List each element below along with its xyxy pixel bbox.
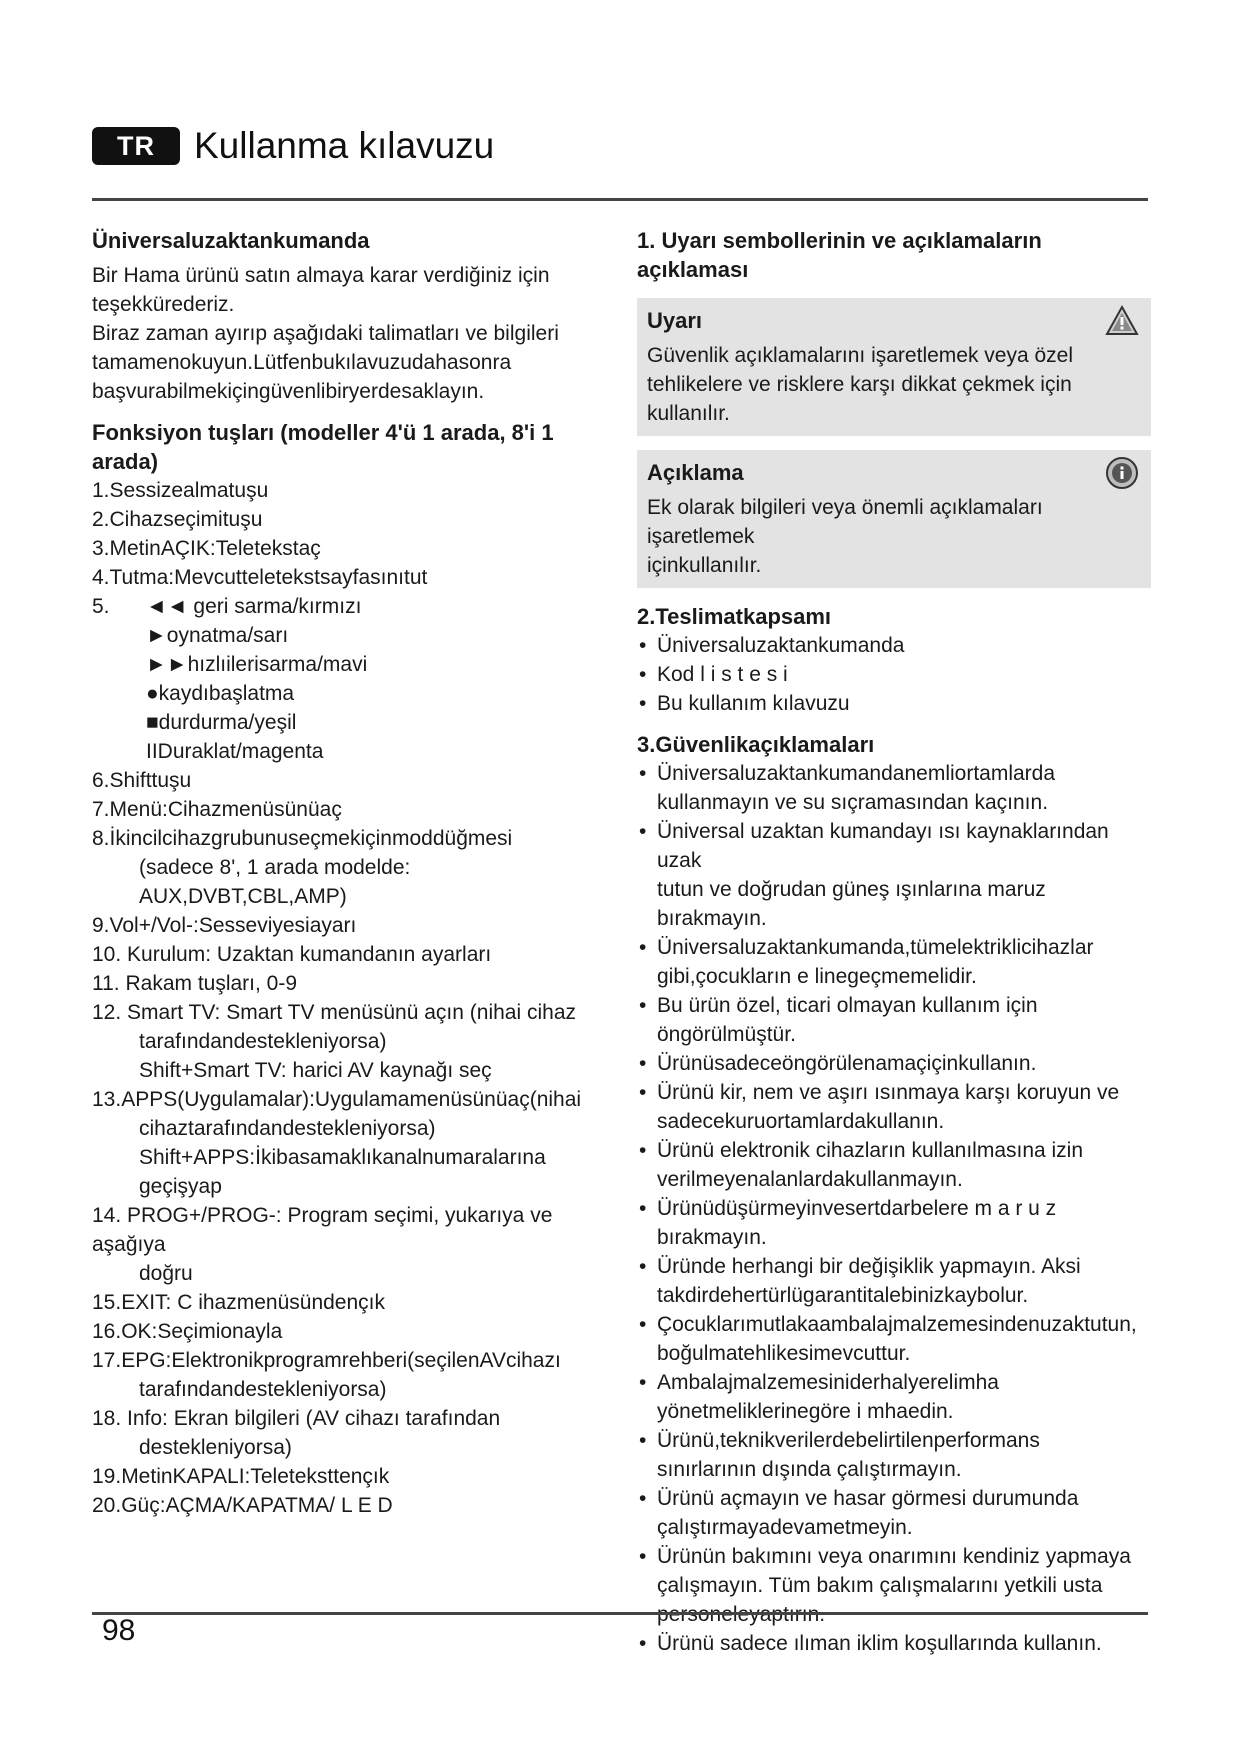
warning-line: Güvenlik açıklamalarını işaretlemek veya özel bbox=[647, 344, 1074, 367]
bottom-divider bbox=[92, 1612, 1148, 1615]
safety-item-line: tutun ve doğrudan güneş ışınlarına maruz bırakmayın. bbox=[657, 878, 1046, 930]
list-item-continuation: Shift+Smart TV: harici AV kaynağı seç bbox=[139, 1059, 492, 1082]
top-divider bbox=[92, 198, 1148, 201]
safety-notes-list bbox=[637, 759, 1151, 1658]
safety-item-line: verilmeyenalanlardakullanmayın. bbox=[657, 1168, 963, 1191]
section-2-heading: 2.Teslimatkapsamı bbox=[637, 604, 832, 629]
intro-heading: Üniversaluzaktankumanda bbox=[92, 228, 370, 253]
list-item-text: 13.APPS(Uygulamalar):Uygulamamenüsünüaç(nihai bbox=[92, 1088, 582, 1111]
list-item-continuation: tarafındandestekleniyorsa) bbox=[139, 1378, 387, 1401]
list-item: • Kod l i s t e s i bbox=[637, 660, 1151, 689]
page-number: 98 bbox=[102, 1614, 136, 1647]
safety-item-line: • Ambalajmalzemesiniderhalyerelimha bbox=[657, 1371, 999, 1394]
language-badge: TR bbox=[92, 127, 180, 165]
list-item-text: 11. Rakam tuşları, 0-9 bbox=[92, 972, 298, 995]
safety-item bbox=[637, 991, 1151, 1049]
safety-item-line: • Üniversaluzaktankumanda,tümelektriklicihazlar bbox=[657, 936, 1094, 959]
safety-item bbox=[637, 1368, 1151, 1426]
intro-line: Biraz zaman ayırıp aşağıdaki talimatları ve bilgileri bbox=[92, 322, 559, 345]
list-item-text: 12. Smart TV: Smart TV menüsünü açın (nihai cihaz bbox=[92, 1001, 576, 1024]
list-item bbox=[92, 824, 607, 911]
list-item-text: 7.Menü:Cihazmenüsünüaç bbox=[92, 798, 342, 821]
safety-item-line: • Ürünüsadeceöngörülenamaçiçinkullanın. bbox=[657, 1052, 1037, 1075]
safety-item-line: • Üründe herhangi bir değişiklik yapmayın. Aksi bbox=[657, 1255, 1081, 1278]
safety-item bbox=[637, 1542, 1151, 1629]
safety-item bbox=[637, 1049, 1151, 1078]
item5-line: IIDuraklat/magenta bbox=[146, 740, 324, 763]
list-item-continuation: cihaztarafındandestekleniyorsa) bbox=[139, 1117, 436, 1140]
list-item bbox=[92, 1317, 607, 1346]
list-item bbox=[92, 940, 607, 969]
safety-item-line: bırakmayın. bbox=[657, 1226, 767, 1249]
section-1-heading: 1. Uyarı sembollerinin ve açıklamaların açıklaması bbox=[637, 228, 1042, 282]
safety-item bbox=[637, 1136, 1151, 1194]
safety-item-line: boğulmatehlikesimevcuttur. bbox=[657, 1342, 911, 1365]
list-item-continuation: doğru bbox=[139, 1262, 193, 1285]
intro-text bbox=[92, 261, 607, 406]
function-keys-heading-line: Fonksiyon tuşları (modeller 4'ü 1 arada, 8'i 1 bbox=[92, 420, 554, 445]
safety-item-line: • Ürünü sadece ılıman iklim koşullarında kullanın. bbox=[657, 1632, 1102, 1655]
safety-item-line: • Çocuklarımutlakaambalajmalzemesindenuzaktutun, bbox=[657, 1313, 1137, 1336]
item5-line: ◄◄ geri sarma/kırmızı bbox=[146, 595, 362, 618]
list-item-text: 9.Vol+/Vol-:Sesseviyesiayarı bbox=[92, 914, 357, 937]
list-item bbox=[92, 969, 607, 998]
info-icon bbox=[1105, 456, 1139, 490]
intro-line: teşekkürederiz. bbox=[92, 293, 235, 316]
safety-item-line: • Ürünü açmayın ve hasar görmesi durumunda bbox=[657, 1487, 1079, 1510]
safety-item-line: • Üniversal uzaktan kumandayı ısı kaynaklarından uzak bbox=[657, 820, 1109, 872]
list-item-text: 10. Kurulum: Uzaktan kumandanın ayarları bbox=[92, 943, 492, 966]
list-item bbox=[92, 911, 607, 940]
list-item-continuation: Shift+APPS:İkibasamaklıkanalnumaralarına bbox=[139, 1146, 546, 1169]
safety-item bbox=[637, 1629, 1151, 1658]
safety-item-line: takdirdehertürlügarantitalebinizkaybolur. bbox=[657, 1284, 1029, 1307]
safety-item-line: • Ürünü kir, nem ve aşırı ısınmaya karşı koruyun ve bbox=[657, 1081, 1120, 1104]
safety-item-line: sadecekuruortamlardakullanın. bbox=[657, 1110, 945, 1133]
list-item-text: 8.İkincilcihazgrubunuseçmekiçinmoddüğmesi bbox=[92, 827, 513, 850]
function-keys-heading bbox=[92, 418, 607, 476]
delivery-contents-list bbox=[637, 631, 1151, 718]
list-item: • Bu kullanım kılavuzu bbox=[637, 689, 1151, 718]
list-item-text: 18. Info: Ekran bilgileri (AV cihazı tarafından bbox=[92, 1407, 501, 1430]
safety-item bbox=[637, 1078, 1151, 1136]
list-item: • Üniversaluzaktankumanda bbox=[637, 631, 1151, 660]
page-header bbox=[92, 118, 494, 174]
function-keys-list bbox=[92, 476, 607, 766]
list-item-text: 16.OK:Seçimionayla bbox=[92, 1320, 283, 1343]
safety-item bbox=[637, 1310, 1151, 1368]
list-item-text: 17.EPG:Elektronikprogramrehberi(seçilenAVcihazı bbox=[92, 1349, 561, 1372]
left-column bbox=[92, 226, 607, 1520]
item5-line: ■durdurma/yeşil bbox=[146, 711, 297, 734]
safety-item-line: • Ürünün bakımını veya onarımını kendiniz yapmaya bbox=[657, 1545, 1131, 1568]
note-line: içinkullanılır. bbox=[647, 554, 762, 577]
safety-item-line: çalışmayın. Tüm bakım çalışmalarını yetkili usta bbox=[657, 1574, 1103, 1597]
intro-line: başvurabilmekiçingüvenlibiryerdesaklayın. bbox=[92, 380, 485, 403]
item5-line: ►►hızlıilerisarma/mavi bbox=[146, 653, 368, 676]
list-item-text: 19.MetinKAPALI:Teleteksttençık bbox=[92, 1465, 390, 1488]
intro-line: tamamenokuyun.Lütfenbukılavuzudahasonra bbox=[92, 351, 512, 374]
list-item bbox=[92, 1462, 607, 1491]
list-item bbox=[92, 1085, 607, 1201]
list-item-text: 6.Shifttuşu bbox=[92, 769, 192, 792]
list-item: 1.Sessizealmatuşu bbox=[92, 479, 269, 502]
right-column bbox=[637, 226, 1151, 1658]
intro-line: Bir Hama ürünü satın almaya karar verdiğiniz için bbox=[92, 264, 550, 287]
list-item bbox=[92, 766, 607, 795]
list-item-continuation: geçişyap bbox=[139, 1175, 222, 1198]
safety-item bbox=[637, 1484, 1151, 1542]
list-item-continuation: tarafındandestekleniyorsa) bbox=[139, 1030, 387, 1053]
item5-line: ●kaydıbaşlatma bbox=[146, 682, 295, 705]
safety-item-line: • Üniversaluzaktankumandanemliortamlarda bbox=[657, 762, 1056, 785]
warning-line: kullanılır. bbox=[647, 402, 730, 425]
section-3-heading: 3.Güvenlikaçıklamaları bbox=[637, 732, 875, 757]
item-number: 5. bbox=[92, 595, 110, 618]
list-item bbox=[92, 795, 607, 824]
note-title: Açıklama bbox=[647, 460, 744, 485]
list-item-continuation: (sadece 8', 1 arada modelde: AUX,DVBT,CBL,AMP) bbox=[139, 856, 411, 908]
function-keys-list-continued bbox=[92, 766, 607, 1520]
list-item bbox=[92, 1201, 607, 1288]
list-item: 4.Tutma:Mevcutteletekstsayfasınıtut bbox=[92, 566, 428, 589]
safety-item-line: kullanmayın ve su sıçramasından kaçının. bbox=[657, 791, 1049, 814]
safety-item-line: sınırlarının dışında çalıştırmayın. bbox=[657, 1458, 962, 1481]
list-item bbox=[92, 1288, 607, 1317]
safety-item-line: yönetmeliklerinegöre i mhaedin. bbox=[657, 1400, 954, 1423]
safety-item-line: • Ürünü,teknikverilerdebelirtilenperformans bbox=[657, 1429, 1040, 1452]
list-item bbox=[92, 1404, 607, 1462]
list-item-text: 15.EXIT: C ihazmenüsündençık bbox=[92, 1291, 385, 1314]
safety-item-line: gibi,çocukların e linegeçmemelidir. bbox=[657, 965, 977, 988]
item5-line: ►oynatma/sarı bbox=[146, 624, 289, 647]
safety-item bbox=[637, 817, 1151, 933]
function-keys-heading-line: arada) bbox=[92, 449, 159, 474]
safety-item-line: • Bu ürün özel, ticari olmayan kullanım için bbox=[657, 994, 1038, 1017]
list-item-text: 20.Güç:AÇMA/KAPATMA/ L E D bbox=[92, 1494, 393, 1517]
safety-item-line: öngörülmüştür. bbox=[657, 1023, 796, 1046]
list-item: 2.Cihazseçimituşu bbox=[92, 508, 263, 531]
warning-box bbox=[637, 298, 1151, 436]
safety-item-line: • Ürünüdüşürmeyinvesertdarbelere m a r u z bbox=[657, 1197, 1057, 1220]
note-box bbox=[637, 450, 1151, 588]
list-item: 3.MetinAÇIK:Teletekstaç bbox=[92, 537, 321, 560]
document-title: Kullanma kılavuzu bbox=[194, 125, 495, 166]
warning-line: tehlikelere ve risklere karşı dikkat çekmek için bbox=[647, 373, 1072, 396]
safety-item bbox=[637, 759, 1151, 817]
list-item bbox=[92, 1491, 607, 1520]
safety-item-line: • Ürünü elektronik cihazların kullanılmasına izin bbox=[657, 1139, 1084, 1162]
list-item-text: 14. PROG+/PROG-: Program seçimi, yukarıya ve aşağıya bbox=[92, 1204, 553, 1256]
safety-item bbox=[637, 1252, 1151, 1310]
note-line: Ek olarak bilgileri veya önemli açıklamaları işaretlemek bbox=[647, 496, 1043, 548]
warning-triangle-icon bbox=[1105, 304, 1139, 338]
list-item-continuation: destekleniyorsa) bbox=[139, 1436, 292, 1459]
safety-item bbox=[637, 1426, 1151, 1484]
safety-item bbox=[637, 933, 1151, 991]
safety-item bbox=[637, 1194, 1151, 1252]
list-item-5 bbox=[92, 592, 607, 766]
safety-item-line: çalıştırmayadevametmeyin. bbox=[657, 1516, 913, 1539]
list-item bbox=[92, 998, 607, 1085]
list-item bbox=[92, 1346, 607, 1404]
warning-title: Uyarı bbox=[647, 308, 703, 333]
